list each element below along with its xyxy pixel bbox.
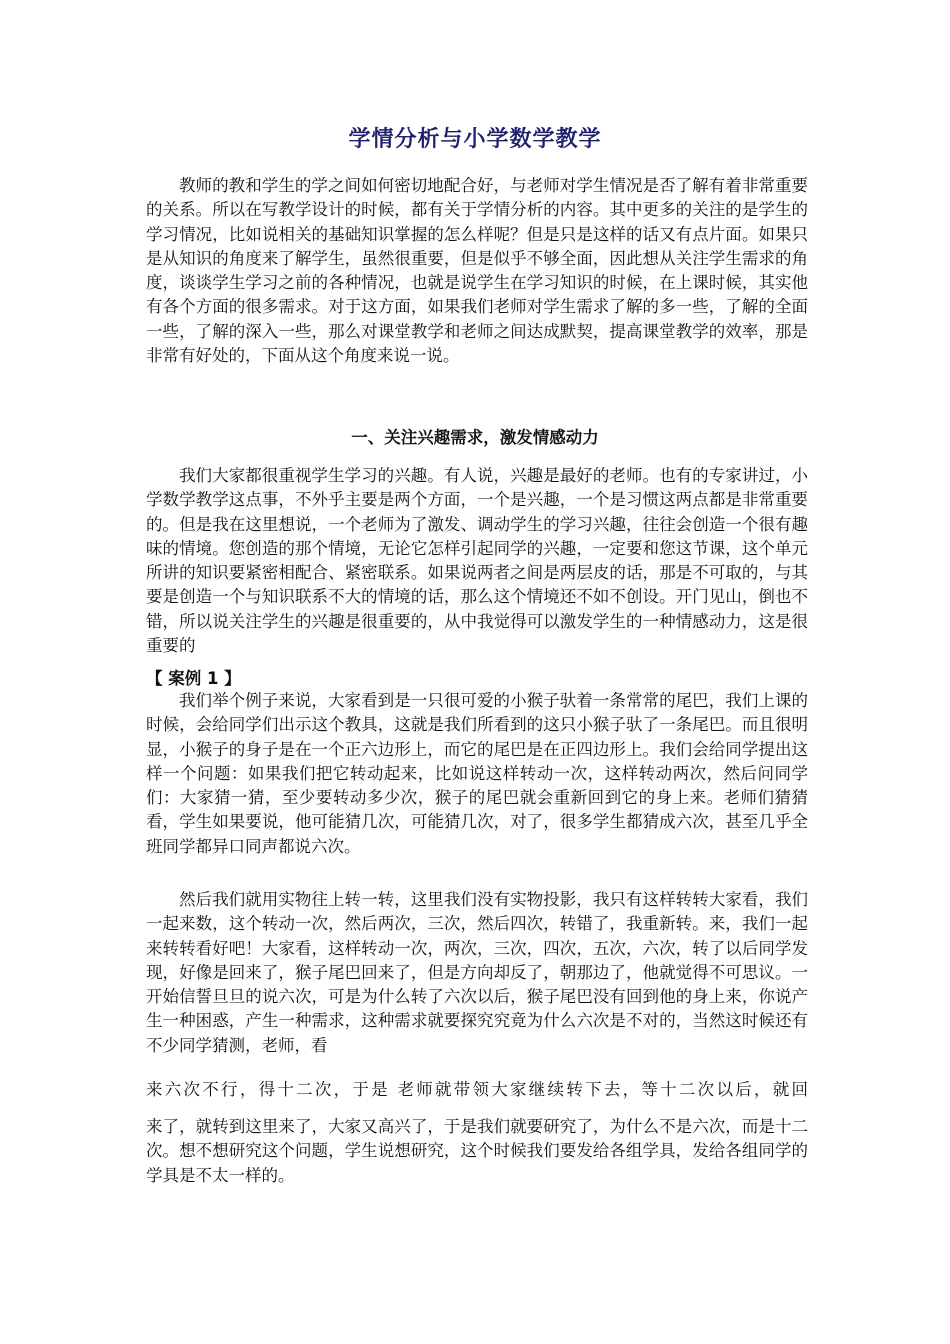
section-heading-interest: 一、关注兴趣需求，激发情感动力 [351, 428, 599, 447]
continuation-line: 来六次不行，得十二次，于是 老师就带领大家继续转下去，等十二次以后，就回 [146, 1080, 808, 1099]
case-label: 【 案例 1 】 [146, 669, 241, 688]
closing-paragraph: 来了，就转到这里来了，大家又高兴了，于是我们就要研究了，为什么不是六次，而是十二次。想不想研究这个问题，学生说想研究，这个时候我们要发给各组学具，发给各组同学的学具是不太一样的。 [146, 1117, 808, 1185]
intro-paragraph: 教师的教和学生的学之间如何密切地配合好，与老师对学生情况是否了解有着非常重要的关系。所以在写教学设计的时候，都有关于学情分析的内容。其中更多的关注的是学生的学习情况，比如说相关的基础知识掌握的怎么样呢？但是只是这样的话又有点片面。如果只是从知识的角度来了解学生，虽然很重要，但是似乎不够全面，因此想从关注学生需求的角度，谈谈学生学习之前的各种情况，也就是说学生在学习知识的时候，在上课时候，其实他有各个方面的很多需求。对于这方面，如果我们老师对学生需求了解的多一些，了解的全面一些，了解的深入一些，那么对课堂教学和老师之间达成默契，提高课堂教学的效率，那是非常有好处的，下面从这个角度来说一说。 [146, 176, 808, 366]
document-title: 学情分析与小学数学教学 [348, 127, 602, 152]
section-paragraph-interest: 我们大家都很重视学生学习的兴趣。有人说，兴趣是最好的老师。也有的专家讲过，小学数学教学这点事，不外乎主要是两个方面，一个是兴趣，一个是习惯这两点都是非常重要的。但是我在这里想说，一个老师为了激发、调动学生的学习兴趣，往往会创造一个很有趣味的情境。您创造的那个情境，无论它怎样引起同学的兴趣，一定要和您这节课，这个单元所讲的知识要紧密相配合、紧密联系。如果说两者之间是两层皮的话，那是不可取的，与其要是创造一个与知识联系不大的情境的话，那么这个情境还不如不创设。开门见山，倒也不错，所以说关注学生的兴趣是很重要的，从中我觉得可以激发学生的一种情感动力，这是很重要的 [146, 466, 808, 656]
case-paragraph-rotation: 然后我们就用实物往上转一转，这里我们没有实物投影，我只有这样转转大家看，我们一起来数，这个转动一次，然后两次，三次，然后四次，转错了，我重新转。来，我们一起来转转看好吧！大家看，这样转动一次，两次，三次，四次，五次，六次，转了以后同学发现，好像是回来了，猴子尾巴回来了，但是方向却反了，朝那边了，他就觉得不可思议。一开始信誓旦旦的说六次，可是为什么转了六次以后，猴子尾巴没有回到他的身上来，你说产生一种困惑，产生一种需求，这种需求就要探究究竟为什么六次是不对的，当然这时候还有不少同学猜测，老师，看 [146, 890, 808, 1055]
case-paragraph-monkey: 我们举个例子来说，大家看到是一只很可爱的小猴子驮着一条常常的尾巴，我们上课的时候，会给同学们出示这个教具，这就是我们所看到的这只小猴子驮了一条尾巴。而且很明显，小猴子的身子是在一个正六边形上，而它的尾巴是在正四边形上。我们会给同学提出这样一个问题：如果我们把它转动起来，比如说这样转动一次，这样转动两次，然后问同学们：大家猜一猜，至少要转动多少次，猴子的尾巴就会重新回到它的身上来。老师们猜猜看，学生如果要说，他可能猜几次，可能猜几次，对了，很多学生都猜成六次，甚至几乎全班同学都异口同声都说六次。 [146, 691, 808, 856]
